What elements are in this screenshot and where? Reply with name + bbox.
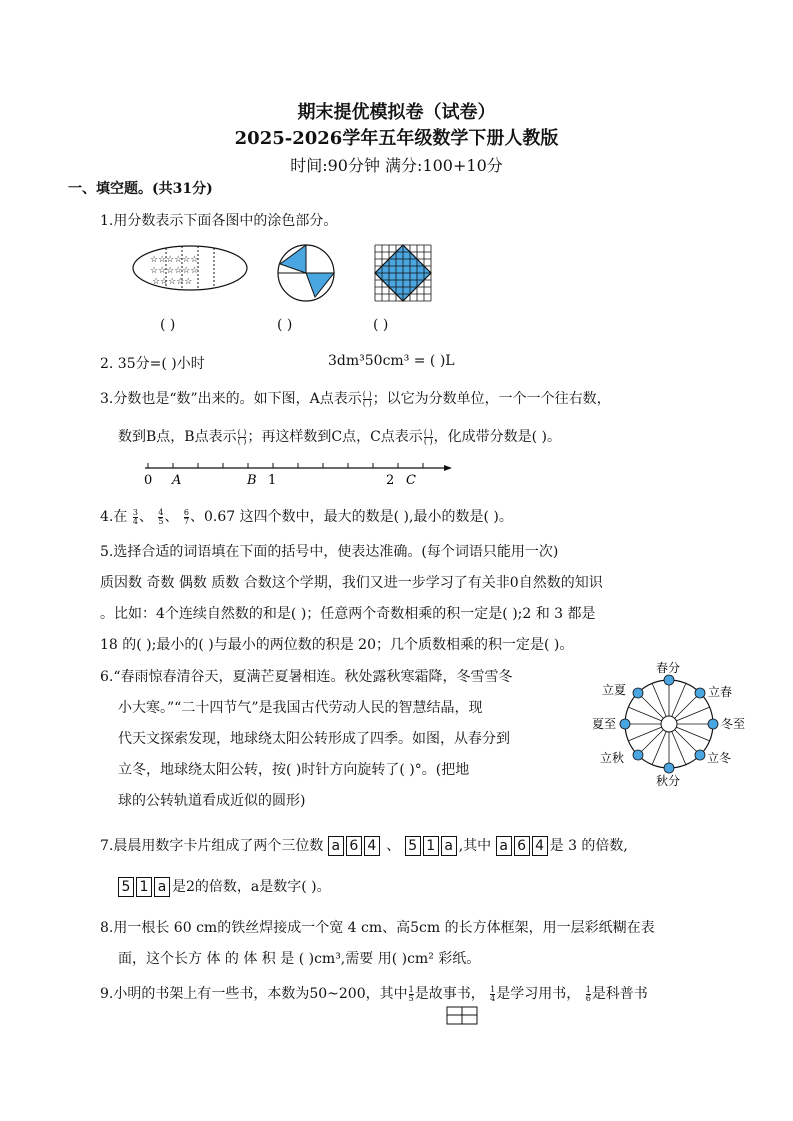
q3-text-2b: ；再这样数到C点，C点表示 — [247, 429, 423, 445]
q7-cards-a64-ref — [496, 836, 550, 856]
q5-line-2: 质因数 奇数 偶数 质数 合数这个学期，我们又进一步学习了有关非0自然数的知识 — [100, 575, 603, 591]
q4-prefix: 4.在 — [100, 509, 128, 525]
nl-label-c: C — [406, 473, 416, 488]
q4-frac-2: $\frac{4}{5}$ — [158, 507, 164, 526]
q3-text-2c: ，化成带分数是( )。 — [433, 429, 561, 445]
q7-line-2 — [118, 876, 331, 897]
q9-small-grid — [446, 1006, 480, 1026]
wheel-qiufen: 秋分 — [656, 774, 681, 788]
q2-part-1: 2. 35分=( )小时 — [100, 356, 205, 372]
exam-meta: 时间:90分钟 满分:100+10分 — [290, 156, 503, 175]
q4-line — [100, 506, 513, 526]
wheel-lichun: 立春 — [708, 685, 733, 699]
q9-frac-1: $\frac{1}{5}$ — [408, 984, 414, 1003]
nl-label-1: 1 — [268, 473, 277, 488]
q9-frac-3: $\frac{1}{6}$ — [585, 984, 591, 1003]
q9-line-1 — [100, 983, 648, 1003]
nl-label-2: 2 — [386, 473, 395, 488]
nl-label-b: B — [247, 473, 257, 488]
card: 5 — [118, 877, 134, 897]
q5-line-4: 18 的( );最小的( )与最小的两位数的积是 20；几个质数相乘的积一定是( )。 — [100, 637, 574, 653]
q1-blank-1[interactable]: ( ) — [160, 317, 176, 333]
q9-text-1d: 是科普书 — [591, 986, 648, 1002]
q6-solar-terms-wheel — [592, 658, 752, 790]
card: a — [496, 836, 512, 856]
q1-text: 1.用分数表示下面各图中的涂色部分。 — [100, 213, 338, 229]
q3-text-2a: 数到B点，B点表示 — [118, 429, 237, 445]
q7-text-1c: 是 3 的倍数, — [549, 838, 628, 854]
svg-text:☆☆☆☆☆☆: ☆☆☆☆☆☆ — [150, 255, 199, 265]
q1-blank-2[interactable]: ( ) — [277, 317, 293, 333]
q3-line-2 — [118, 426, 561, 446]
q1-blank-3[interactable]: ( ) — [373, 317, 389, 333]
q4-sep-2: 、 — [164, 509, 179, 525]
q9-text-1b: 是故事书， — [414, 986, 485, 1002]
q3-text-1b: ；以它为分数单位，一个一个往右数， — [372, 391, 611, 407]
q8-line-1: 8.用一根长 60 cm的铁丝焊接成一个宽 4 cm、高5cm 的长方体框架，用一层彩纸糊在表 — [100, 920, 655, 936]
q5-line-1: 5.选择合适的词语填在下面的括号中，使表达准确。(每个词语只能用一次) — [100, 544, 559, 560]
q1-circle-figure — [275, 242, 337, 304]
card: a — [328, 836, 344, 856]
card: a — [154, 877, 170, 897]
exam-title: 期末提优模拟卷（试卷） — [297, 102, 496, 123]
q6-line-5: 球的公转轨道看成近似的圆形) — [118, 793, 306, 809]
q2-part-2: 3dm³50cm³ = ( )L — [328, 353, 455, 369]
nl-label-a: A — [172, 473, 182, 488]
q4-suffix: 、0.67 这四个数中，最大的数是( ),最小的数是( )。 — [190, 509, 513, 525]
exam-subtitle: 2025-2026学年五年级数学下册人教版 — [234, 128, 559, 149]
q9-text-1a: 9.小明的书架上有一些书，本数为50~200，其中 — [100, 986, 408, 1002]
q7-cards-a64 — [328, 836, 382, 856]
svg-text:☆☆☆☆☆☆: ☆☆☆☆☆☆ — [150, 266, 199, 276]
card: 6 — [514, 836, 530, 856]
card: 1 — [136, 877, 152, 897]
q1-ellipse-figure — [130, 238, 250, 298]
q4-frac-1: $\frac{3}{4}$ — [132, 507, 138, 526]
q9-text-1c: 是学习用书， — [496, 986, 581, 1002]
q3-number-line — [140, 458, 460, 488]
q6-line-4: 立冬，地球绕太阳公转，按( )时针方向旋转了( )°。(把地 — [118, 762, 470, 778]
card: 5 — [405, 836, 421, 856]
nl-label-0: 0 — [144, 473, 153, 488]
q7-text-1b: ,其中 — [458, 838, 492, 854]
q3-frac-a[interactable]: $\frac{( )}{( )}$ — [362, 389, 372, 408]
q4-sep-1: 、 — [138, 509, 153, 525]
card: 4 — [364, 836, 380, 856]
wheel-lidong: 立冬 — [707, 751, 732, 765]
card: 4 — [532, 836, 548, 856]
wheel-chunfen: 春分 — [656, 661, 681, 675]
card: a — [441, 836, 457, 856]
q3-frac-b[interactable]: $\frac{( )}{( )}$ — [237, 427, 247, 446]
q9-frac-2: $\frac{1}{4}$ — [490, 984, 496, 1003]
q5-line-3: 。比如：4个连续自然数的和是( )；任意两个奇数相乘的积一定是( );2 和 3 都是 — [100, 606, 596, 622]
card: 1 — [423, 836, 439, 856]
q7-text-2: 是2的倍数，a是数字( )。 — [172, 879, 331, 895]
wheel-dongzhi: 冬至 — [721, 717, 746, 731]
q6-line-2: 小大寒。”“二十四节气”是我国古代劳动人民的智慧结晶，现 — [118, 700, 483, 716]
q7-text-1a: 7.晨晨用数字卡片组成了两个三位数 — [100, 838, 324, 854]
wheel-liqiu: 立秋 — [600, 751, 625, 765]
q1-grid-figure — [373, 243, 433, 303]
wheel-lixia: 立夏 — [602, 683, 627, 697]
q7-line-1 — [100, 835, 628, 856]
q8-line-2: 面，这个长方 体 的 体 积 是 ( )cm³,需要 用( )cm² 彩纸。 — [118, 951, 481, 967]
svg-text:☆☆☆☆☆: ☆☆☆☆☆ — [152, 277, 193, 287]
wheel-xiazhi: 夏至 — [592, 717, 617, 731]
q3-line-1 — [100, 388, 611, 408]
q3-text-1a: 3.分数也是“数”出来的。如下图，A点表示 — [100, 391, 362, 407]
section-heading: 一、填空题。(共31分) — [68, 181, 213, 197]
q3-frac-c[interactable]: $\frac{( )}{( )}$ — [423, 427, 433, 446]
q7-cards-51a-ref — [118, 877, 172, 897]
q7-cards-51a — [405, 836, 459, 856]
q4-frac-3: $\frac{6}{7}$ — [183, 507, 189, 526]
card: 6 — [346, 836, 362, 856]
q7-sep: 、 — [386, 838, 401, 854]
q6-line-3: 代天文探索发现，地球绕太阳公转形成了四季。如图，从春分到 — [118, 731, 510, 747]
q6-line-1: 6.“春雨惊春清谷天，夏满芒夏暑相连。秋处露秋寒霜降，冬雪雪冬 — [100, 669, 513, 685]
